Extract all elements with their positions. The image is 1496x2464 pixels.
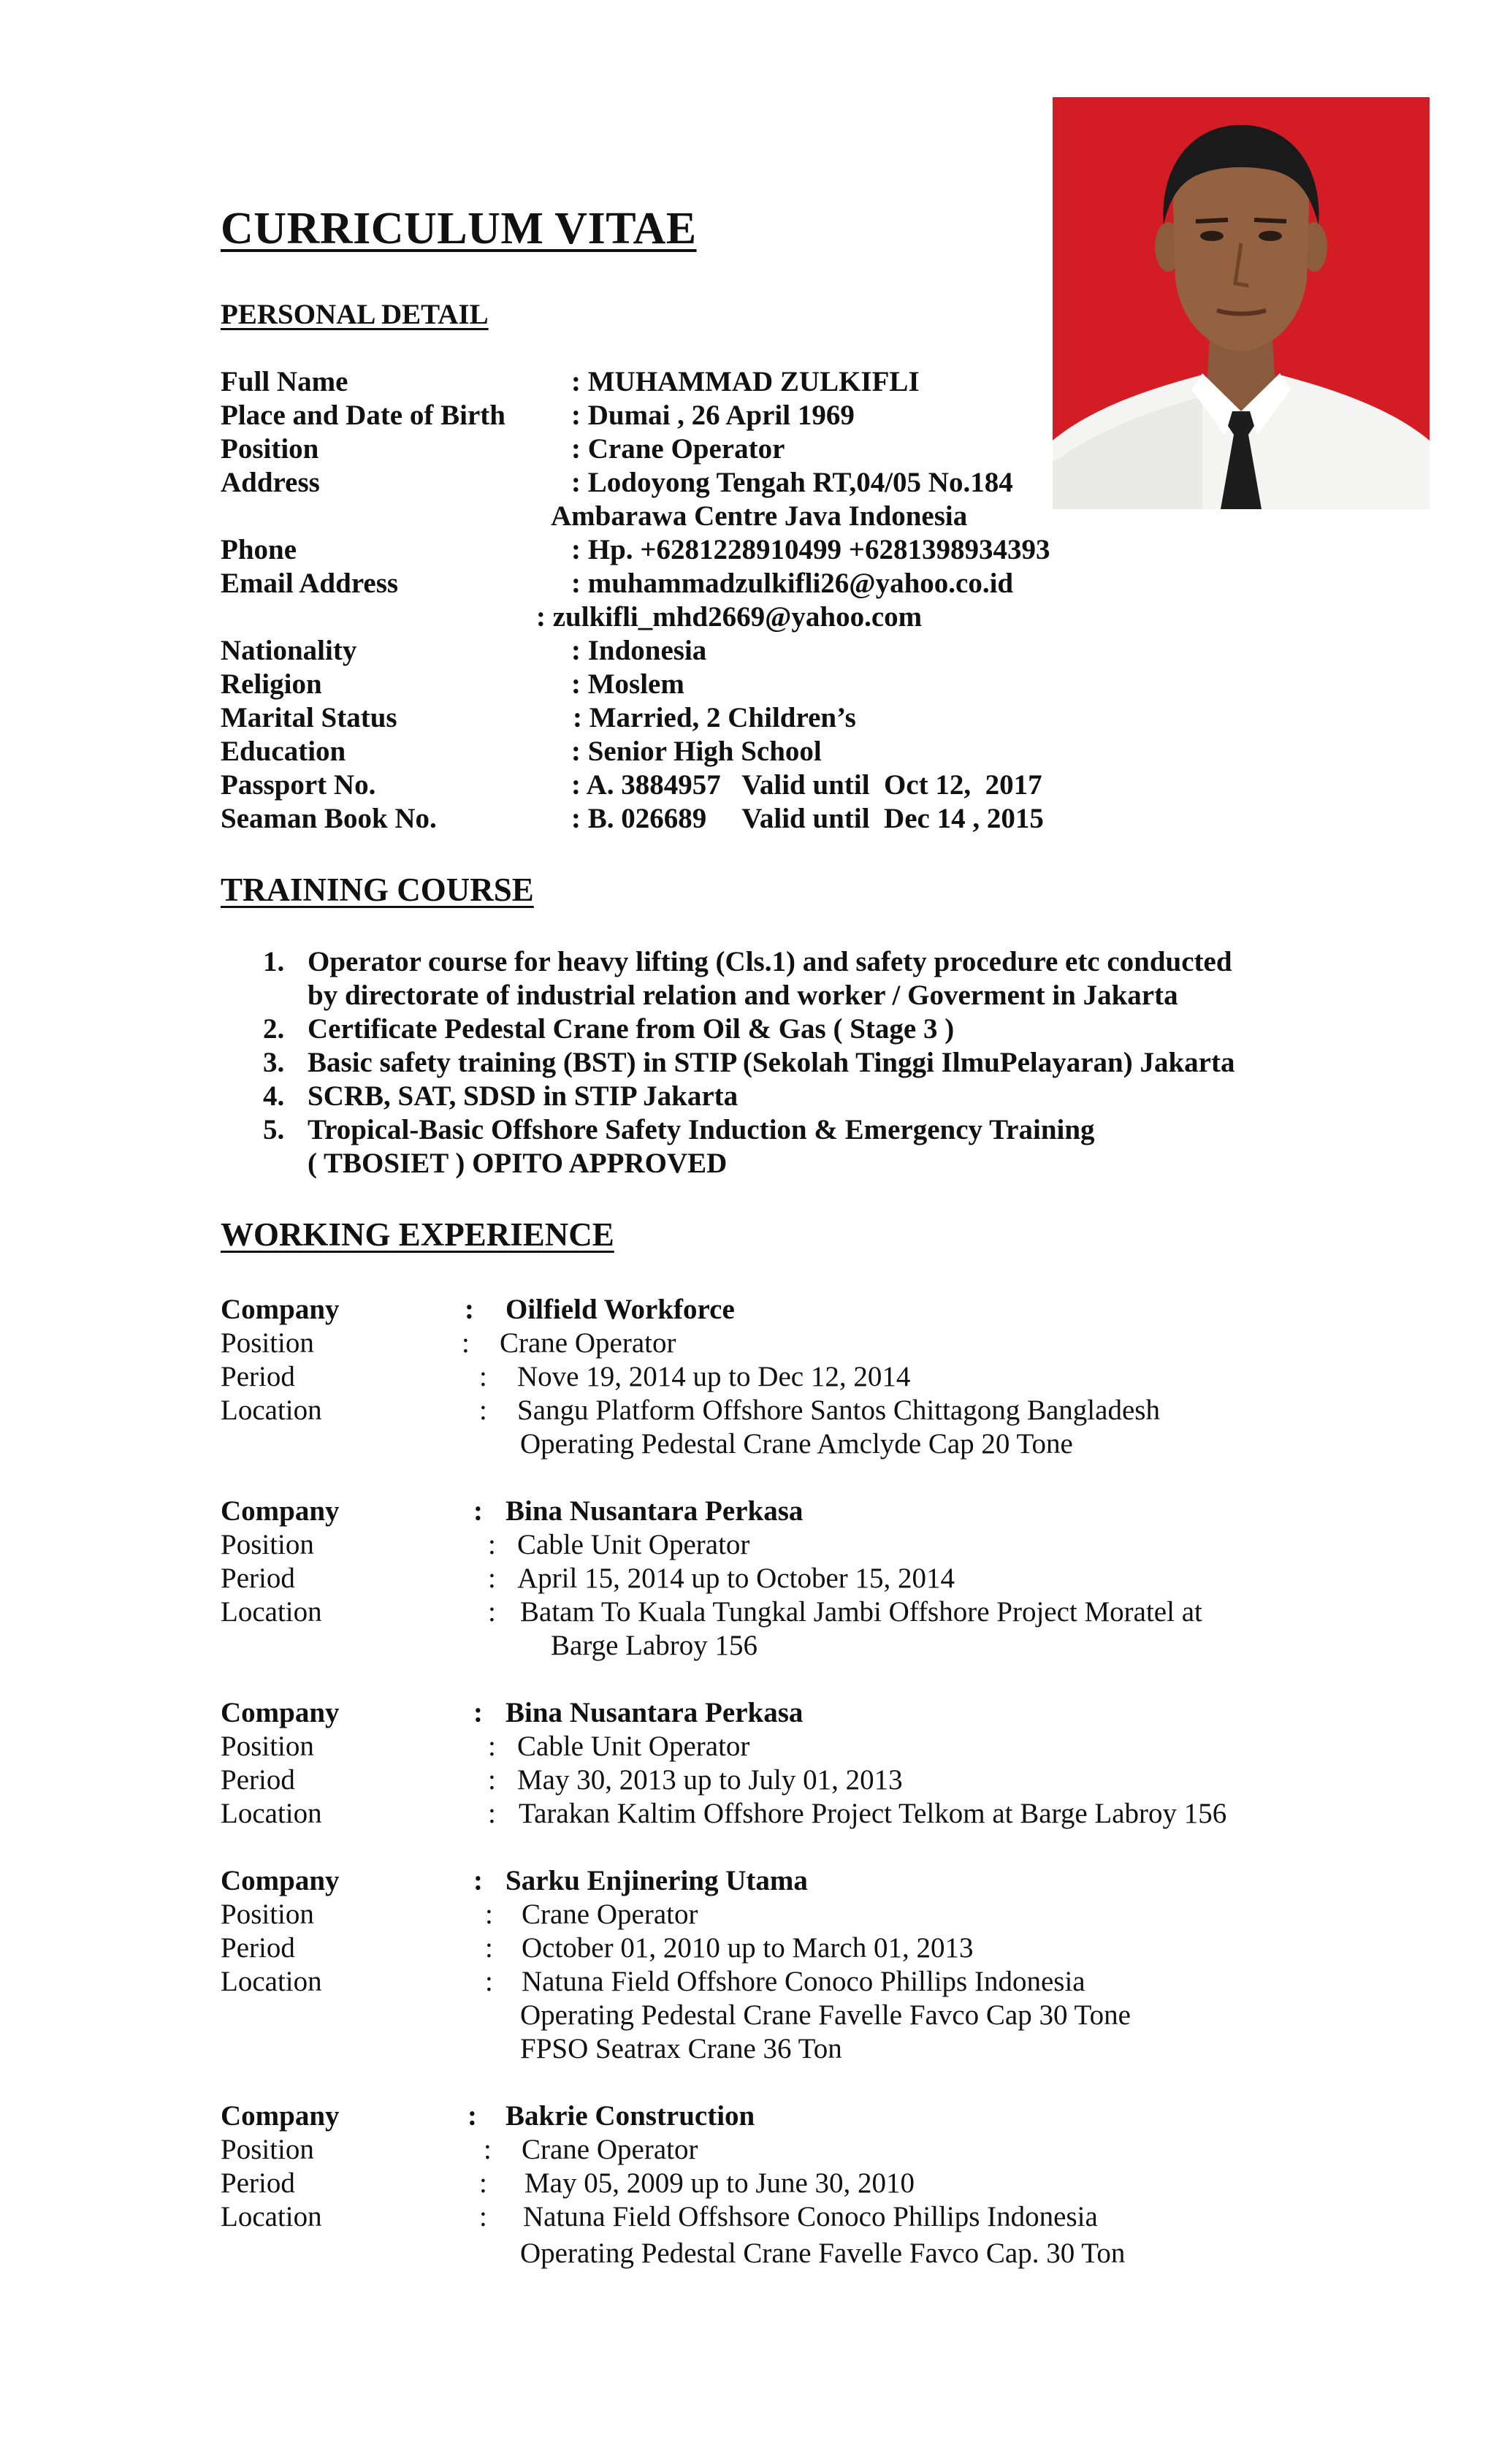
job-5-location-label: Location <box>221 2201 322 2232</box>
training-heading: TRAINING COURSE <box>221 871 534 908</box>
training-item-3-number: 3. <box>263 1047 285 1078</box>
job-3-period-label: Period <box>221 1764 295 1796</box>
job-1-company-label: Company <box>221 1294 340 1325</box>
job-1-period-label: Period <box>221 1361 295 1392</box>
training-item-2-line1: Certificate Pedestal Crane from Oil & Gas ( Stage 3 ) <box>308 1013 955 1045</box>
job-4-location-label: Location <box>221 1966 322 1997</box>
training-item-5-number: 5. <box>263 1114 285 1145</box>
job-3-location-label: Location <box>221 1798 322 1829</box>
job-4-company-label: Company <box>221 1865 340 1896</box>
job-1-company: Oilfield Workforce <box>505 1294 735 1325</box>
education-label: Education <box>221 736 346 767</box>
job-5-company-label: Company <box>221 2100 340 2132</box>
job-5-company: Bakrie Construction <box>505 2100 755 2132</box>
job-5-position-label: Position <box>221 2134 314 2165</box>
job-1-position-colon: : <box>462 1327 470 1359</box>
birth-label: Place and Date of Birth <box>221 400 505 431</box>
job-2-company-colon: : <box>473 1495 483 1527</box>
job-2-period: April 15, 2014 up to October 15, 2014 <box>517 1563 955 1594</box>
email-value-1: : muhammadzulkifli26@yahoo.co.id <box>571 568 1014 599</box>
passport-label: Passport No. <box>221 769 376 801</box>
job-4-position-colon: : <box>485 1899 493 1930</box>
address-value-line1: : Lodoyong Tengah RT,04/05 No.184 <box>571 467 1013 498</box>
job-4-company: Sarku Enjinering Utama <box>505 1865 808 1896</box>
training-item-1-number: 1. <box>263 946 285 977</box>
job-5-company-colon: : <box>468 2100 477 2132</box>
job-1-location-line2: Operating Pedestal Crane Amclyde Cap 20 Tone <box>520 1428 1073 1460</box>
religion-value: : Moslem <box>571 668 684 700</box>
job-2-location-line1: Batam To Kuala Tungkal Jambi Offshore Project Moratel at <box>520 1596 1202 1628</box>
nationality-label: Nationality <box>221 635 357 666</box>
job-3-position-colon: : <box>488 1731 496 1762</box>
job-5-period-colon: : <box>479 2167 487 2199</box>
address-value-line2: Ambarawa Centre Java Indonesia <box>551 500 968 532</box>
birth-value: : Dumai , 26 April 1969 <box>571 400 855 431</box>
nationality-value: : Indonesia <box>571 635 707 666</box>
job-4-company-colon: : <box>473 1865 483 1896</box>
job-1-company-colon: : <box>465 1294 474 1325</box>
job-3-location-colon: : <box>488 1798 496 1829</box>
marital-label: Marital Status <box>221 702 397 733</box>
job-2-location-colon: : <box>488 1596 496 1628</box>
profile-photo <box>1053 97 1430 509</box>
job-2-company-label: Company <box>221 1495 340 1527</box>
job-4-period: October 01, 2010 up to March 01, 2013 <box>522 1932 974 1964</box>
religion-label: Religion <box>221 668 322 700</box>
job-2-company: Bina Nusantara Perkasa <box>505 1495 804 1527</box>
experience-heading: WORKING EXPERIENCE <box>221 1216 614 1253</box>
training-item-1-line2: by directorate of industrial relation and worker / Goverment in Jakarta <box>308 980 1178 1011</box>
job-1-period-colon: : <box>479 1361 487 1392</box>
phone-label: Phone <box>221 534 297 565</box>
job-4-period-label: Period <box>221 1932 295 1964</box>
job-1-location-label: Location <box>221 1395 322 1426</box>
marital-value: : Married, 2 Children’s <box>573 702 856 733</box>
job-1-period: Nove 19, 2014 up to Dec 12, 2014 <box>517 1361 911 1392</box>
cv-title: CURRICULUM VITAE <box>221 204 697 253</box>
job-3-company: Bina Nusantara Perkasa <box>505 1697 804 1728</box>
job-1-position-label: Position <box>221 1327 314 1359</box>
job-5-location-colon: : <box>479 2201 487 2232</box>
job-5-period-label: Period <box>221 2167 295 2199</box>
passport-value: : A. 3884957 Valid until Oct 12, 2017 <box>571 769 1042 801</box>
job-2-position-label: Position <box>221 1529 314 1560</box>
job-3-company-label: Company <box>221 1697 340 1728</box>
full-name-label: Full Name <box>221 366 348 397</box>
email-label: Email Address <box>221 568 399 599</box>
education-value: : Senior High School <box>571 736 822 767</box>
job-2-period-label: Period <box>221 1563 295 1594</box>
job-4-position: Crane Operator <box>522 1899 698 1930</box>
job-1-location-colon: : <box>479 1395 487 1426</box>
address-label: Address <box>221 467 320 498</box>
job-3-position: Cable Unit Operator <box>517 1731 750 1762</box>
seaman-book-label: Seaman Book No. <box>221 803 437 834</box>
job-3-location-line1: Tarakan Kaltim Offshore Project Telkom at Barge Labroy 156 <box>519 1798 1227 1829</box>
job-5-location-line1: Natuna Field Offshsore Conoco Phillips Indonesia <box>523 2201 1098 2232</box>
job-5-period: May 05, 2009 up to June 30, 2010 <box>524 2167 915 2199</box>
seaman-book-value: : B. 026689 Valid until Dec 14 , 2015 <box>571 803 1044 834</box>
job-4-location-colon: : <box>485 1966 493 1997</box>
training-item-5-line1: Tropical-Basic Offshore Safety Induction & Emergency Training <box>308 1114 1095 1145</box>
email-value-2: : zulkifli_mhd2669@yahoo.com <box>536 601 923 633</box>
training-item-5-line2: ( TBOSIET ) OPITO APPROVED <box>308 1148 728 1179</box>
job-3-period-colon: : <box>488 1764 496 1796</box>
job-4-location-line3: FPSO Seatrax Crane 36 Ton <box>520 2033 842 2064</box>
job-2-position: Cable Unit Operator <box>517 1529 750 1560</box>
job-5-position-colon: : <box>484 2134 492 2165</box>
position-value: : Crane Operator <box>571 433 785 465</box>
training-item-4-line1: SCRB, SAT, SDSD in STIP Jakarta <box>308 1080 739 1112</box>
job-1-location-line1: Sangu Platform Offshore Santos Chittagong Bangladesh <box>517 1395 1160 1426</box>
job-2-location-label: Location <box>221 1596 322 1628</box>
full-name-value: : MUHAMMAD ZULKIFLI <box>571 366 920 397</box>
phone-value: : Hp. +6281228910499 +6281398934393 <box>571 534 1050 565</box>
job-2-position-colon: : <box>488 1529 496 1560</box>
job-4-period-colon: : <box>485 1932 493 1964</box>
job-3-period: May 30, 2013 up to July 01, 2013 <box>517 1764 903 1796</box>
training-item-4-number: 4. <box>263 1080 285 1112</box>
personal-detail-heading: PERSONAL DETAIL <box>221 299 489 330</box>
training-item-1-line1: Operator course for heavy lifting (Cls.1) and safety procedure etc conducted <box>308 946 1232 977</box>
job-4-location-line1: Natuna Field Offshore Conoco Phillips Indonesia <box>522 1966 1085 1997</box>
training-item-3-line1: Basic safety training (BST) in STIP (Sekolah Tinggi IlmuPelayaran) Jakarta <box>308 1047 1235 1078</box>
job-1-position: Crane Operator <box>500 1327 676 1359</box>
position-label: Position <box>221 433 319 465</box>
training-item-2-number: 2. <box>263 1013 285 1045</box>
job-3-position-label: Position <box>221 1731 314 1762</box>
job-2-location-line2: Barge Labroy 156 <box>551 1630 758 1661</box>
job-5-position: Crane Operator <box>522 2134 698 2165</box>
job-2-period-colon: : <box>488 1563 496 1594</box>
job-4-position-label: Position <box>221 1899 314 1930</box>
job-4-location-line2: Operating Pedestal Crane Favelle Favco Cap 30 Tone <box>520 1999 1131 2031</box>
job-5-location-line2: Operating Pedestal Crane Favelle Favco Cap. 30 Ton <box>520 2238 1126 2269</box>
job-3-company-colon: : <box>473 1697 483 1728</box>
